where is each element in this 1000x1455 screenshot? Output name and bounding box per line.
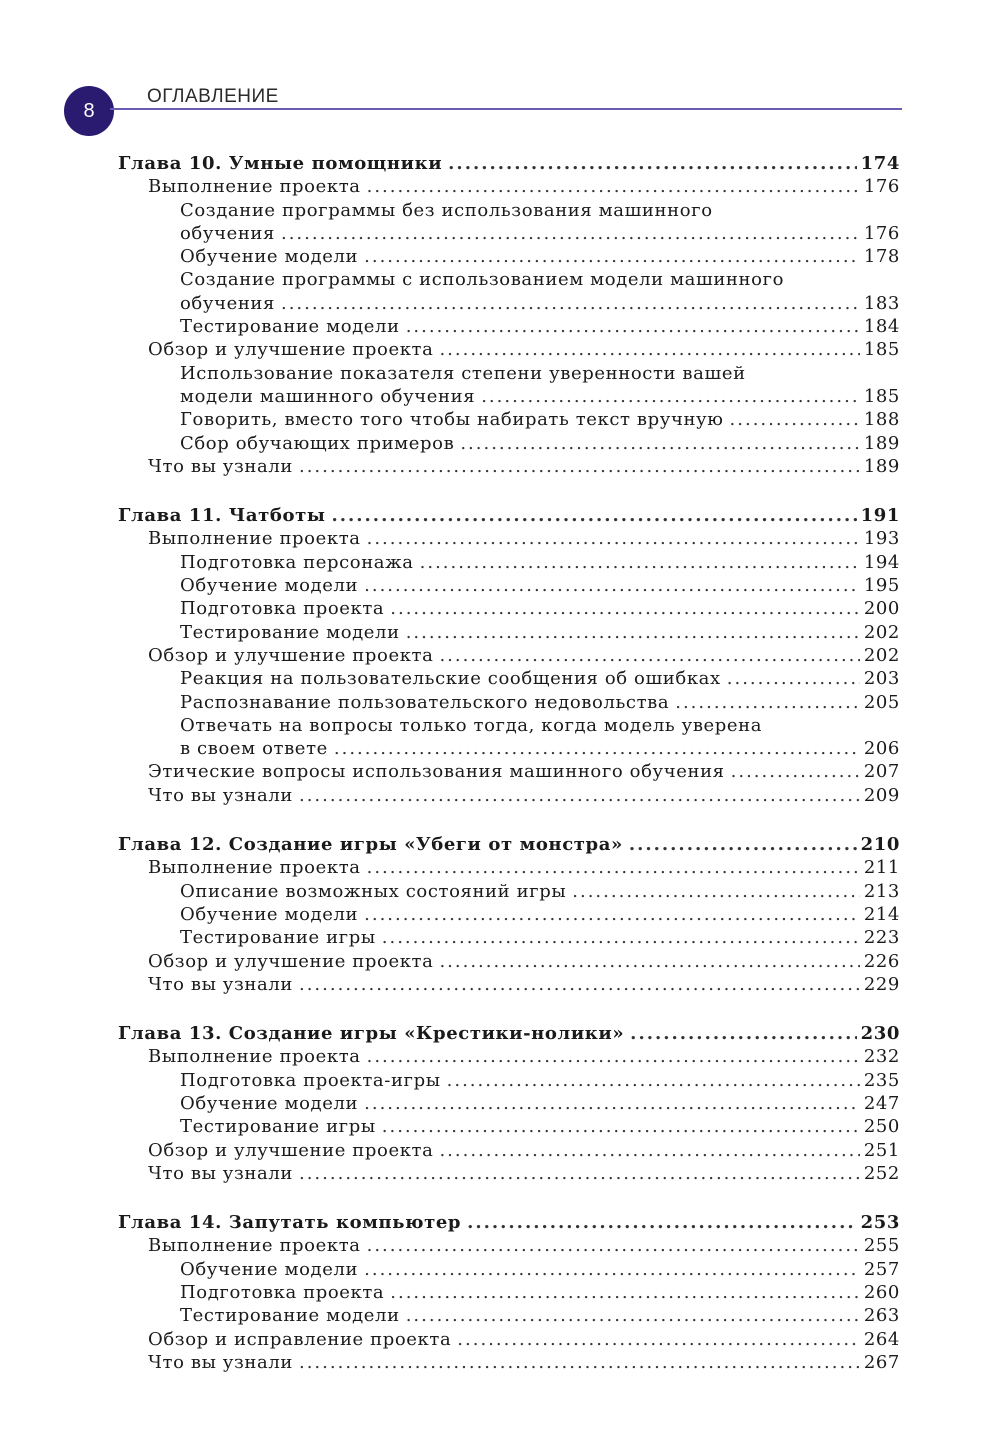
toc-chapter-heading[interactable]	[118, 152, 900, 175]
toc-entry-title-line: Отвечать на вопросы только тогда, когда модель уверена	[180, 714, 763, 736]
toc-entry-title: Подготовка проекта-игры	[180, 1069, 441, 1091]
toc-page-number: 209	[863, 784, 900, 806]
toc-page-number: 183	[863, 292, 900, 314]
toc-chapter	[118, 1022, 900, 1185]
toc-leader-dots	[364, 903, 860, 926]
toc-chapter-heading[interactable]	[118, 1022, 900, 1045]
toc-leader-dots	[439, 1139, 859, 1162]
toc-leader-dots	[731, 760, 860, 783]
toc-leader-dots	[367, 527, 860, 550]
toc-section[interactable]	[118, 1234, 900, 1257]
toc-leader-dots	[299, 455, 860, 478]
toc-page-number: 211	[863, 857, 900, 879]
toc-entry-title: Что вы узнали	[148, 1351, 293, 1373]
toc-leader-dots	[364, 245, 860, 268]
toc-leader-dots	[364, 1258, 860, 1281]
toc-entry-title: Подготовка проекта	[180, 1282, 385, 1304]
toc-subsection[interactable]	[118, 1281, 900, 1304]
toc-leader-dots	[367, 856, 860, 879]
toc-entry-title: Обзор и улучшение проекта	[148, 950, 434, 972]
toc-section[interactable]	[118, 973, 900, 996]
toc-page-number: 188	[863, 409, 900, 431]
toc-section[interactable]	[118, 760, 900, 783]
toc-subsection[interactable]	[118, 926, 900, 949]
toc-chapter	[118, 152, 900, 478]
toc-page-number: 202	[863, 644, 900, 666]
toc-leader-dots	[439, 338, 859, 361]
toc-subsection[interactable]	[118, 385, 900, 408]
toc-page-number: 235	[863, 1069, 900, 1091]
toc-page-number: 200	[863, 598, 900, 620]
toc-subsection[interactable]	[118, 292, 900, 315]
toc-page-number: 255	[863, 1235, 900, 1257]
toc-section[interactable]	[118, 527, 900, 550]
toc-leader-dots	[367, 1234, 860, 1257]
toc-entry-title: Обзор и улучшение проекта	[148, 339, 434, 361]
toc-subsection[interactable]	[118, 1258, 900, 1281]
toc-page-number: 189	[863, 432, 900, 454]
toc-subsection[interactable]	[118, 245, 900, 268]
toc-entry-title: Обзор и исправление проекта	[148, 1328, 452, 1350]
toc-subsection[interactable]	[118, 903, 900, 926]
toc-leader-dots	[299, 1162, 860, 1185]
toc-chapter	[118, 504, 900, 807]
toc-page-number: 176	[863, 176, 900, 198]
toc-chapter-heading[interactable]	[118, 504, 900, 527]
toc-leader-dots	[460, 432, 860, 455]
toc-page-number: 229	[863, 973, 900, 995]
toc-page-number: 223	[863, 927, 900, 949]
toc-page-number: 176	[863, 222, 900, 244]
toc-page-number: 205	[863, 691, 900, 713]
toc-section[interactable]	[118, 950, 900, 973]
toc-entry-title: Выполнение проекта	[148, 176, 361, 198]
toc-leader-dots	[406, 621, 860, 644]
toc-subsection[interactable]	[118, 551, 900, 574]
toc-page-number: 203	[863, 668, 900, 690]
toc-section[interactable]	[118, 644, 900, 667]
toc-chapter-title: Глава 10. Умные помощники	[118, 153, 443, 174]
section-title: ОГЛАВЛЕНИЕ	[147, 86, 279, 107]
toc-leader-dots	[406, 1304, 860, 1327]
toc-subsection[interactable]	[118, 667, 900, 690]
toc-entry-title: Что вы узнали	[148, 973, 293, 995]
toc-leader-dots	[299, 973, 860, 996]
toc-entry-title-line: Использование показателя степени уверенности вашей	[180, 362, 746, 384]
toc-leader-dots	[367, 175, 860, 198]
toc-section[interactable]	[118, 1162, 900, 1185]
toc-entry-title: Что вы узнали	[148, 455, 293, 477]
toc-page-number: 264	[863, 1328, 900, 1350]
table-of-contents	[118, 152, 900, 1400]
toc-entry-title: Выполнение проекта	[148, 857, 361, 879]
toc-section[interactable]	[118, 1045, 900, 1068]
toc-section[interactable]	[118, 856, 900, 879]
toc-entry-title: Обучение модели	[180, 575, 359, 597]
toc-page-number: 251	[863, 1139, 900, 1161]
toc-leader-dots	[675, 691, 860, 714]
toc-entry-title: обучения	[180, 222, 275, 244]
toc-subsection[interactable]	[118, 574, 900, 597]
toc-entry-title: Обучение модели	[180, 903, 359, 925]
toc-entry-title: Реакция на пользовательские сообщения об ошибках	[180, 668, 721, 690]
toc-leader-dots	[439, 644, 859, 667]
page-number-badge: 8	[64, 86, 114, 136]
toc-entry-title: Выполнение проекта	[148, 1235, 361, 1257]
toc-entry-title: Тестирование модели	[180, 1305, 400, 1327]
toc-page-number: 263	[863, 1305, 900, 1327]
toc-entry-title: Обзор и улучшение проекта	[148, 1139, 434, 1161]
toc-leader-dots	[406, 315, 860, 338]
toc-leader-dots	[390, 597, 860, 620]
toc-entry-title: Распознавание пользовательского недовольства	[180, 691, 670, 713]
toc-chapter-heading[interactable]	[118, 1211, 900, 1234]
toc-subsection[interactable]	[118, 1069, 900, 1092]
toc-page-number: 253	[860, 1212, 900, 1234]
toc-entry-title: Этические вопросы использования машинного обучения	[148, 761, 725, 783]
toc-entry-title: Обучение модели	[180, 1258, 359, 1280]
toc-leader-dots	[467, 1211, 857, 1234]
toc-leader-dots	[457, 1328, 860, 1351]
toc-leader-dots	[331, 504, 856, 527]
toc-subsection[interactable]	[118, 737, 900, 760]
toc-entry-title: Что вы узнали	[148, 1162, 293, 1184]
toc-entry-title: Выполнение проекта	[148, 1046, 361, 1068]
toc-entry-title: Тестирование модели	[180, 316, 400, 338]
toc-subsection[interactable]	[118, 315, 900, 338]
toc-leader-dots	[364, 574, 860, 597]
toc-page-number: 174	[860, 153, 900, 174]
toc-chapter-title: Глава 13. Создание игры «Крестики-нолики»	[118, 1023, 625, 1045]
toc-leader-dots	[334, 737, 860, 760]
toc-leader-dots	[299, 1351, 860, 1374]
toc-page-number: 185	[863, 385, 900, 407]
toc-entry-title: модели машинного обучения	[180, 385, 476, 407]
toc-leader-dots	[367, 1045, 860, 1068]
toc-page-number: 207	[863, 761, 900, 783]
toc-page-number: 213	[863, 880, 900, 902]
toc-page-number: 191	[860, 505, 900, 527]
toc-entry-title: Тестирование модели	[180, 621, 400, 643]
toc-entry-title: Подготовка проекта	[180, 598, 385, 620]
toc-entry-title-line: Создание программы без использования машинного	[180, 199, 713, 221]
toc-entry-title: обучения	[180, 292, 275, 314]
toc-entry-title: Тестирование игры	[180, 1116, 376, 1138]
toc-leader-dots	[572, 880, 860, 903]
toc-page-number: 178	[863, 246, 900, 268]
toc-leader-dots	[281, 222, 860, 245]
toc-section[interactable]	[118, 1328, 900, 1351]
toc-leader-dots	[382, 1115, 860, 1138]
toc-page-number: 195	[863, 575, 900, 597]
toc-chapter-title: Глава 11. Чатботы	[118, 505, 326, 527]
toc-page-number: 232	[863, 1046, 900, 1068]
toc-page-number: 230	[860, 1023, 900, 1045]
toc-chapter	[118, 1211, 900, 1374]
toc-chapter-title: Глава 14. Запутать компьютер	[118, 1212, 462, 1234]
toc-entry-title: Выполнение проекта	[148, 528, 361, 550]
toc-leader-dots	[390, 1281, 860, 1304]
toc-page-number: 206	[863, 738, 900, 760]
toc-subsection[interactable]	[118, 597, 900, 620]
toc-page-number: 260	[863, 1282, 900, 1304]
toc-subsection[interactable]	[118, 1304, 900, 1327]
toc-page-number: 226	[863, 950, 900, 972]
header-divider	[110, 108, 902, 110]
toc-page-number: 194	[863, 551, 900, 573]
toc-section[interactable]	[118, 1351, 900, 1374]
toc-chapter-title: Глава 12. Создание игры «Убеги от монстра»	[118, 834, 623, 856]
toc-subsection[interactable]	[118, 691, 900, 714]
toc-section[interactable]	[118, 1139, 900, 1162]
toc-page-number: 210	[860, 834, 900, 856]
toc-leader-dots	[730, 408, 860, 431]
toc-subsection[interactable]	[118, 432, 900, 455]
toc-page-number: 247	[863, 1092, 900, 1114]
toc-chapter	[118, 833, 900, 996]
toc-leader-dots	[364, 1092, 860, 1115]
toc-page-number: 193	[863, 528, 900, 550]
toc-page-number: 214	[863, 903, 900, 925]
toc-entry-title: Обзор и улучшение проекта	[148, 644, 434, 666]
toc-entry-title: Что вы узнали	[148, 784, 293, 806]
toc-entry-title: Описание возможных состояний игры	[180, 880, 567, 902]
toc-section[interactable]	[118, 338, 900, 361]
toc-page-number: 185	[863, 339, 900, 361]
toc-chapter-heading[interactable]	[118, 833, 900, 856]
toc-subsection[interactable]	[118, 408, 900, 431]
toc-section[interactable]	[118, 784, 900, 807]
toc-page-number: 184	[863, 316, 900, 338]
toc-leader-dots	[447, 1069, 860, 1092]
toc-subsection[interactable]	[118, 222, 900, 245]
toc-page-number: 257	[863, 1258, 900, 1280]
toc-page-number: 189	[863, 455, 900, 477]
toc-leader-dots	[439, 950, 859, 973]
toc-leader-dots	[481, 385, 860, 408]
toc-leader-dots	[299, 784, 860, 807]
toc-entry-title: в своем ответе	[180, 738, 328, 760]
toc-section[interactable]	[118, 455, 900, 478]
toc-page-number: 267	[863, 1351, 900, 1373]
toc-leader-dots	[630, 1022, 856, 1045]
toc-page-number: 252	[863, 1162, 900, 1184]
toc-subsection[interactable]	[118, 621, 900, 644]
toc-leader-dots	[281, 292, 860, 315]
toc-page-number: 250	[863, 1116, 900, 1138]
toc-subsection[interactable]	[118, 1115, 900, 1138]
toc-leader-dots	[382, 926, 860, 949]
toc-entry-title: Обучение модели	[180, 246, 359, 268]
toc-leader-dots	[629, 833, 857, 856]
toc-page-number: 202	[863, 621, 900, 643]
toc-entry-title: Говорить, вместо того чтобы набирать текст вручную	[180, 409, 724, 431]
toc-leader-dots	[448, 152, 856, 175]
toc-subsection[interactable]	[118, 1092, 900, 1115]
page-header	[0, 0, 1000, 150]
toc-leader-dots	[420, 551, 860, 574]
toc-entry-title-line: Создание программы с использованием модели машинного	[180, 269, 785, 291]
toc-subsection[interactable]	[118, 880, 900, 903]
toc-entry-title: Подготовка персонажа	[180, 551, 414, 573]
toc-section[interactable]	[118, 175, 900, 198]
toc-entry-title: Тестирование игры	[180, 927, 376, 949]
toc-leader-dots	[727, 667, 860, 690]
toc-entry-title: Обучение модели	[180, 1092, 359, 1114]
toc-entry-title: Сбор обучающих примеров	[180, 432, 455, 454]
